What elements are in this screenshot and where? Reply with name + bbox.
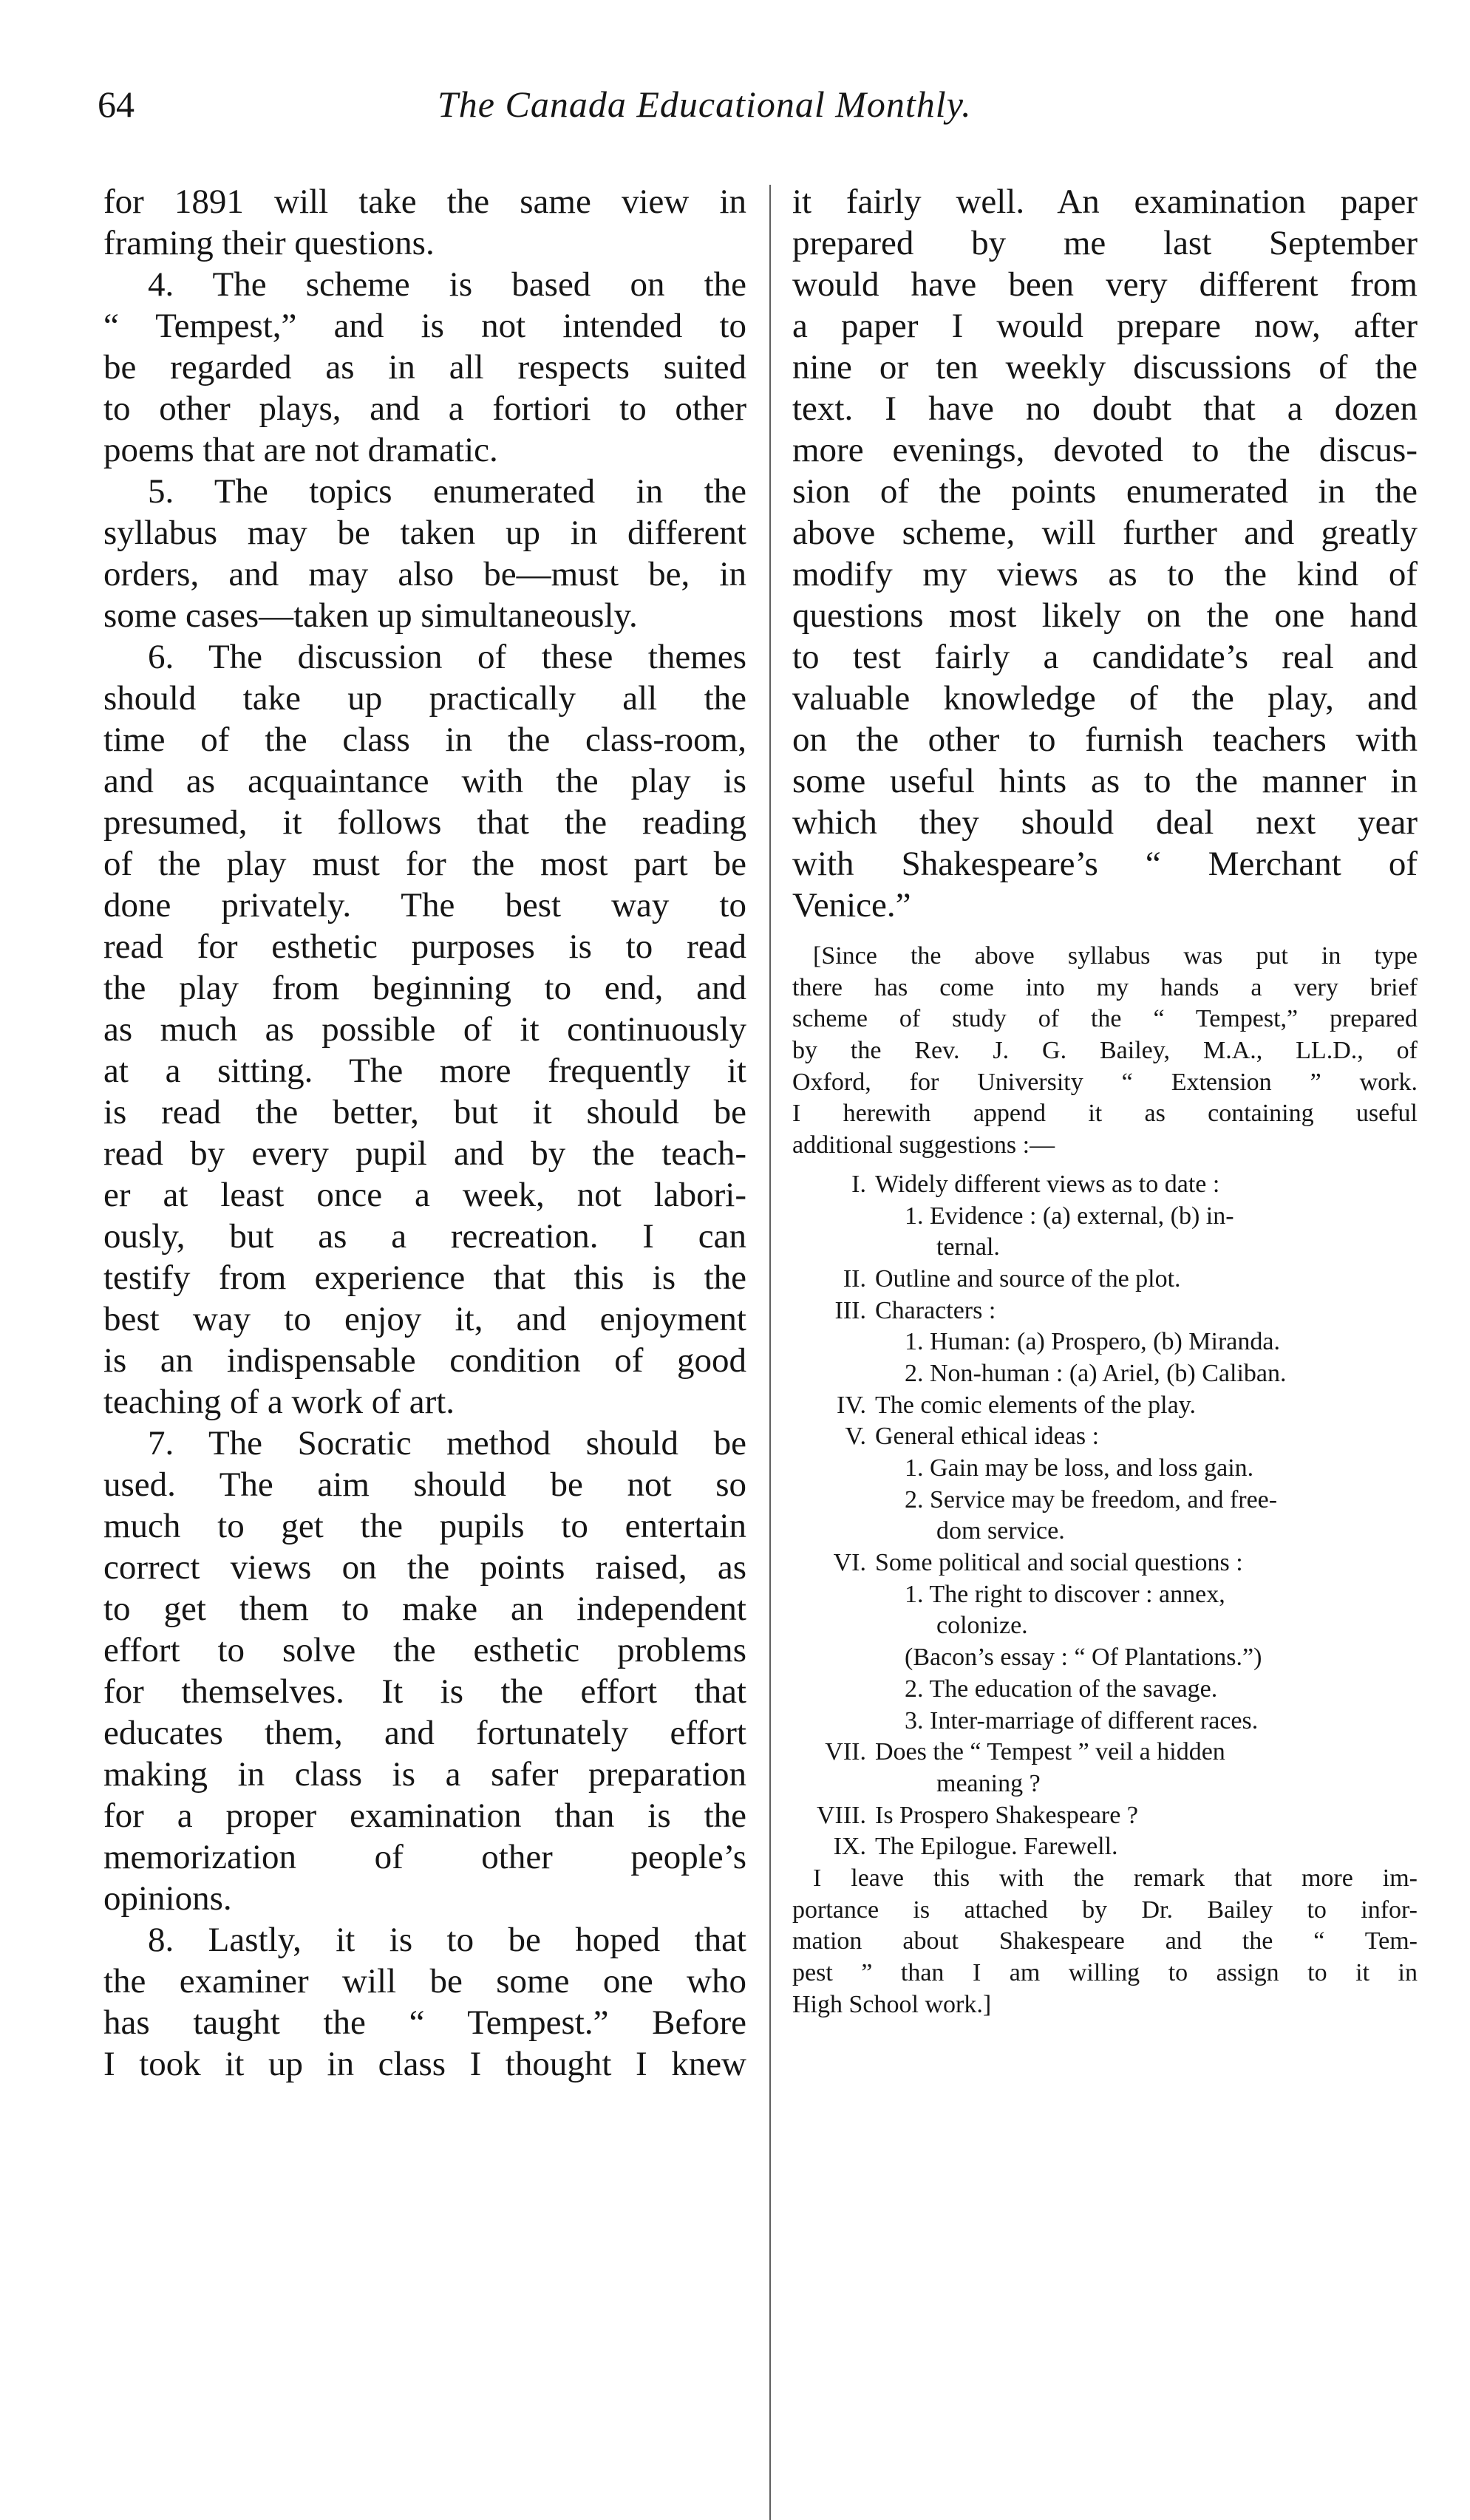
text-line: 6. The discussion of these themes	[148, 638, 746, 676]
scheme-item-text: Some political and social questions :	[875, 1549, 1243, 1577]
scheme-subitem: 1. Gain may be loss, and loss gain.	[905, 1454, 1254, 1482]
text-line: which they should deal next year	[792, 803, 1418, 842]
scheme-item-number: IX.	[833, 1833, 866, 1861]
text-line: for themselves. It is the effort that	[103, 1672, 746, 1711]
note-line: additional suggestions :—	[792, 1131, 1055, 1159]
scheme-item-number: VII.	[825, 1738, 866, 1766]
text-line: opinions.	[103, 1879, 232, 1918]
text-line: above scheme, will further and greatly	[792, 514, 1418, 552]
scheme-item	[792, 1547, 1418, 1579]
text-line: orders, and may also be—must be, in	[103, 555, 746, 593]
text-line: at a sitting. The more frequently it	[103, 1052, 746, 1090]
text-line: for a proper examination than is the	[103, 1797, 746, 1835]
note-line: scheme of study of the “ Tempest,” prepared	[792, 1005, 1418, 1033]
scheme-item	[792, 1421, 1418, 1453]
text-line: read by every pupil and by the teach-	[103, 1134, 746, 1173]
scheme-subitem: 1. Evidence : (a) external, (b) in-	[905, 1202, 1234, 1230]
text-line: to get them to make an independent	[103, 1590, 746, 1628]
text-line: 8. Lastly, it is to be hoped that	[148, 1921, 746, 1959]
scheme-item-number: V.	[845, 1423, 866, 1451]
text-line: the examiner will be some one who	[103, 1962, 746, 2000]
note-line: I herewith append it as containing useful	[792, 1100, 1418, 1128]
text-line: 7. The Socratic method should be	[148, 1424, 746, 1462]
text-line: valuable knowledge of the play, and	[792, 679, 1418, 718]
text-line: some useful hints as to the manner in	[792, 762, 1418, 800]
scheme-subitem: 1. The right to discover : annex,	[905, 1580, 1225, 1608]
text-line: would have been very different from	[792, 265, 1418, 304]
text-line: teaching of a work of art.	[103, 1383, 455, 1421]
text-line: as much as possible of it continuously	[103, 1010, 746, 1049]
note-line: pest ” than I am willing to assign to it in	[792, 1959, 1418, 1986]
scheme-item-text: Outline and source of the plot.	[875, 1264, 1181, 1293]
note-line: mation about Shakespeare and the “ Tem-	[792, 1927, 1418, 1955]
text-line: and as acquaintance with the play is	[103, 762, 746, 800]
text-line: for 1891 will take the same view in	[103, 183, 746, 221]
column-divider	[769, 185, 771, 2520]
text-line: to test fairly a candidate’s real and	[792, 638, 1418, 676]
text-line: is an indispensable condition of good	[103, 1341, 746, 1380]
text-line: making in class is a safer preparation	[103, 1755, 746, 1794]
text-line: er at least once a week, not labori-	[103, 1176, 746, 1214]
scheme-item-number: IV.	[837, 1391, 866, 1419]
text-line: ously, but as a recreation. I can	[103, 1217, 746, 1256]
text-line: correct views on the points raised, as	[103, 1548, 746, 1587]
text-line: 4. The scheme is based on the	[148, 265, 746, 304]
text-line: done privately. The best way to	[103, 886, 746, 924]
text-line: I took it up in class I thought I knew	[103, 2045, 746, 2083]
text-line: some cases—taken up simultaneously.	[103, 596, 638, 635]
bailey-scheme-list	[792, 1169, 1418, 1863]
text-line: effort to solve the esthetic problems	[103, 1631, 746, 1669]
text-line: should take up practically all the	[103, 679, 746, 718]
scheme-item-number: VIII.	[816, 1801, 866, 1829]
closing-note	[792, 1863, 1418, 2020]
text-line: has taught the “ Tempest.” Before	[103, 2003, 746, 2042]
text-line: testify from experience that this is the	[103, 1259, 746, 1297]
running-title: The Canada Educational Monthly.	[438, 84, 972, 125]
text-line: be regarded as in all respects suited	[103, 348, 746, 386]
page-number: 64	[98, 84, 135, 125]
text-line: poems that are not dramatic.	[103, 431, 498, 469]
scheme-item-text: The comic elements of the play.	[875, 1391, 1196, 1419]
note-line: I leave this with the remark that more im-	[813, 1864, 1418, 1892]
scheme-continuation: colonize.	[936, 1612, 1028, 1640]
text-line: syllabus may be taken up in different	[103, 514, 746, 552]
editor-note	[792, 941, 1418, 1162]
text-line: sion of the points enumerated in the	[792, 472, 1418, 511]
scheme-item	[792, 1390, 1418, 1422]
scheme-item-number: III.	[834, 1296, 866, 1324]
text-line: Venice.”	[792, 886, 911, 924]
text-line: on the other to furnish teachers with	[792, 721, 1418, 759]
left-column	[103, 181, 746, 2085]
text-line: used. The aim should be not so	[103, 1465, 746, 1504]
right-column	[792, 181, 1418, 2020]
scheme-item-text: Characters :	[875, 1296, 996, 1324]
text-line: it fairly well. An examination paper	[792, 183, 1418, 221]
scheme-item	[792, 1800, 1418, 1832]
note-line: portance is attached by Dr. Bailey to infor-	[792, 1896, 1418, 1924]
text-line: the play from beginning to end, and	[103, 969, 746, 1007]
text-line: of the play must for the most part be	[103, 845, 746, 883]
scheme-item-text: Widely different views as to date :	[875, 1170, 1220, 1198]
scheme-item-number: II.	[843, 1264, 866, 1293]
text-line: nine or ten weekly discussions of the	[792, 348, 1418, 386]
scheme-subitem: 2. Non-human : (a) Ariel, (b) Caliban.	[905, 1359, 1287, 1387]
note-line: Oxford, for University “ Extension ” work.	[792, 1068, 1418, 1096]
note-line: by the Rev. J. G. Bailey, M.A., LL.D., of	[792, 1037, 1418, 1065]
text-line: more evenings, devoted to the discus-	[792, 431, 1418, 469]
scheme-item-text: General ethical ideas :	[875, 1423, 1100, 1451]
page-header	[98, 83, 1132, 142]
text-line: presumed, it follows that the reading	[103, 803, 746, 842]
text-line: much to get the pupils to entertain	[103, 1507, 746, 1545]
scheme-continuation: ternal.	[936, 1233, 1000, 1261]
note-line: there has come into my hands a very brief	[792, 973, 1418, 1001]
scheme-item-number: VI.	[833, 1549, 866, 1577]
scheme-item-text: The Epilogue. Farewell.	[875, 1833, 1118, 1861]
scheme-subitem: 1. Human: (a) Prospero, (b) Miranda.	[905, 1328, 1280, 1356]
text-line: prepared by me last September	[792, 224, 1418, 262]
text-line: questions most likely on the one hand	[792, 596, 1418, 635]
scheme-item	[792, 1264, 1418, 1295]
scheme-item-text: Is Prospero Shakespeare ?	[875, 1801, 1138, 1829]
text-line: text. I have no doubt that a dozen	[792, 389, 1418, 428]
right-column-body	[792, 181, 1418, 926]
scheme-item	[792, 1737, 1418, 1768]
text-line: to other plays, and a fortiori to other	[103, 389, 746, 428]
scheme-item	[792, 1295, 1418, 1327]
scheme-subitem: (Bacon’s essay : “ Of Plantations.”)	[905, 1644, 1262, 1672]
text-line: educates them, and fortunately effort	[103, 1714, 746, 1752]
scheme-item	[792, 1169, 1418, 1201]
scheme-continuation: meaning ?	[936, 1769, 1041, 1797]
text-line: 5. The topics enumerated in the	[148, 472, 746, 511]
note-line: High School work.]	[792, 1990, 992, 2018]
text-line: with Shakespeare’s “ Merchant of	[792, 845, 1418, 883]
text-line: read for esthetic purposes is to read	[103, 927, 746, 966]
scheme-item-number: I.	[851, 1170, 866, 1198]
scheme-item-text: Does the “ Tempest ” veil a hidden	[875, 1738, 1225, 1766]
text-line: a paper I would prepare now, after	[792, 307, 1418, 345]
note-line: [Since the above syllabus was put in type	[813, 942, 1418, 970]
scheme-subitem: 2. Service may be freedom, and free-	[905, 1485, 1278, 1513]
text-line: framing their questions.	[103, 224, 435, 262]
text-line: best way to enjoy it, and enjoyment	[103, 1300, 746, 1338]
scheme-subitem: 3. Inter-marriage of different races.	[905, 1706, 1259, 1734]
text-line: is read the better, but it should be	[103, 1093, 746, 1131]
text-line: time of the class in the class-room,	[103, 721, 746, 759]
scheme-continuation: dom service.	[936, 1517, 1065, 1545]
scheme-subitem: 2. The education of the savage.	[905, 1675, 1218, 1703]
text-line: modify my views as to the kind of	[792, 555, 1418, 593]
scheme-item	[792, 1831, 1418, 1863]
text-line: memorization of other people’s	[103, 1838, 746, 1876]
text-line: “ Tempest,” and is not intended to	[103, 307, 746, 345]
